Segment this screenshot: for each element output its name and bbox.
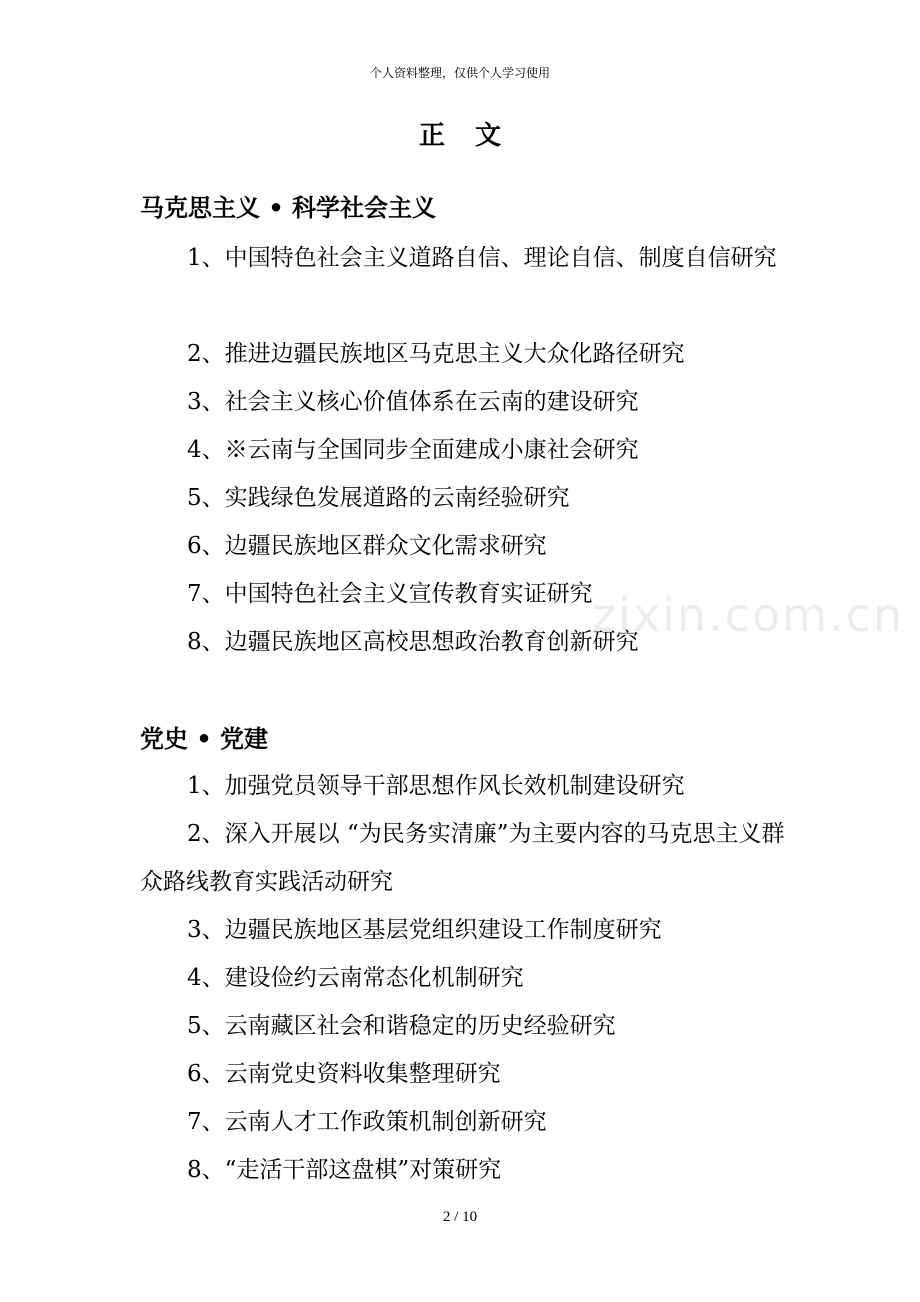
list-item: 5、云南藏区社会和谐稳定的历史经验研究 bbox=[187, 1013, 616, 1039]
list-item: 2、深入开展以 “为民务实清廉”为主要内容的马克思主义群众路线教育实践活动研究 bbox=[140, 821, 785, 895]
page-title: 正文 bbox=[418, 121, 531, 151]
list-item: 5、实践绿色发展道路的云南经验研究 bbox=[187, 485, 570, 511]
page-number: 2 / 10 bbox=[442, 1209, 478, 1225]
list-item: 7、云南人才工作政策机制创新研究 bbox=[187, 1109, 547, 1135]
section-heading-marxism: 马克思主义 • 科学社会主义 bbox=[140, 194, 437, 222]
section-heading-party-history: 党史 • 党建 bbox=[140, 725, 269, 753]
page-header-note: 个人资料整理，仅供个人学习使用 bbox=[369, 66, 550, 80]
list-item: 8、边疆民族地区高校思想政治教育创新研究 bbox=[187, 629, 639, 655]
list-item: 3、社会主义核心价值体系在云南的建设研究 bbox=[187, 389, 639, 415]
list-item: 2、推进边疆民族地区马克思主义大众化路径研究 bbox=[187, 341, 685, 367]
list-item: 6、边疆民族地区群众文化需求研究 bbox=[187, 533, 547, 559]
list-item: 1、加强党员领导干部思想作风长效机制建设研究 bbox=[187, 773, 685, 799]
list-item: 4、建设俭约云南常态化机制研究 bbox=[187, 965, 524, 991]
list-item: 4、※云南与全国同步全面建成小康社会研究 bbox=[187, 437, 639, 463]
list-item: 7、中国特色社会主义宣传教育实证研究 bbox=[187, 581, 593, 607]
list-item: 8、“走活干部这盘棋”对策研究 bbox=[187, 1157, 502, 1183]
list-item: 3、边疆民族地区基层党组织建设工作制度研究 bbox=[187, 917, 662, 943]
list-item: 1、中国特色社会主义道路自信、理论自信、制度自信研究 bbox=[187, 245, 777, 271]
watermark: zixin.com.cn bbox=[592, 588, 905, 642]
list-item: 6、云南党史资料收集整理研究 bbox=[187, 1061, 501, 1087]
